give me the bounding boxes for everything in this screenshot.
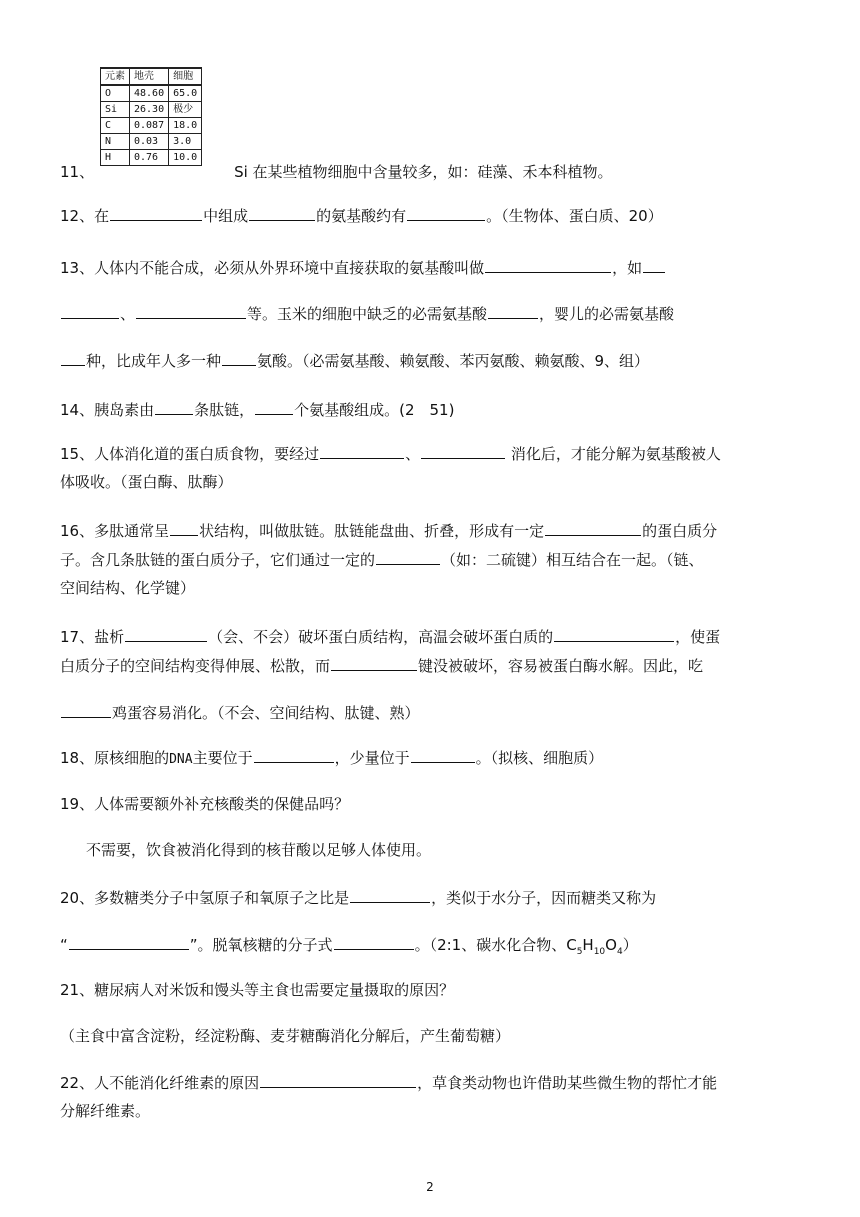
element-content-table [100, 67, 202, 166]
table-row [101, 102, 202, 118]
question-text: 20、多数糖类分子中氢原子和氧原子之比是 [60, 889, 350, 907]
question-19: 19、人体需要额外补充核酸类的保健品吗？ [60, 795, 350, 813]
answer-blank[interactable] [136, 303, 246, 319]
table-header: 细胞 [169, 68, 202, 85]
answer-blank[interactable] [421, 443, 505, 459]
question-text: “ [60, 936, 68, 954]
question-text: H [582, 936, 594, 954]
page-number: 2 [426, 1180, 434, 1194]
answer-blank[interactable] [643, 257, 665, 273]
question-16-line-2 [60, 549, 804, 570]
table-cell: 0.76 [130, 150, 169, 166]
question-text: （如：二硫键）相互结合在一起。（链、 [441, 551, 704, 569]
answer-blank[interactable] [110, 205, 202, 221]
question-text: 种，比成年人多一种 [86, 352, 222, 370]
question-text: 个氨基酸组成。(2 51) [294, 401, 455, 419]
question-text: 中组成 [203, 207, 249, 225]
answer-blank[interactable] [407, 205, 485, 221]
table-cell: 18.0 [169, 118, 202, 134]
table-row [101, 85, 202, 102]
answer-blank[interactable] [545, 520, 641, 536]
answer-blank[interactable] [485, 257, 611, 273]
table-cell: 0.03 [130, 134, 169, 150]
question-15-line-2: 体吸收。（蛋白酶、肽酶） [60, 473, 233, 491]
answer-blank[interactable] [320, 443, 404, 459]
question-text: ） [622, 936, 638, 954]
question-20-line-2 [60, 934, 804, 962]
table-cell: 10.0 [169, 150, 202, 166]
question-17-line-3 [60, 702, 804, 723]
question-13-line-1 [60, 257, 804, 278]
question-text: ，草食类动物也许借助某些微生物的帮忙才能 [417, 1074, 718, 1092]
answer-blank[interactable] [170, 520, 198, 536]
subscript: 10 [593, 947, 606, 957]
table-cell: 0.087 [130, 118, 169, 134]
question-text: 鸡蛋容易消化。（不会、空间结构、肽键、熟） [112, 704, 420, 722]
question-text: 键没被破坏，容易被蛋白酶水解。因此，吃 [418, 657, 704, 675]
question-12 [60, 205, 804, 226]
answer-blank[interactable] [554, 626, 674, 642]
answer-blank[interactable] [334, 934, 414, 950]
question-text: DNA [169, 752, 193, 767]
table-cell: 3.0 [169, 134, 202, 150]
table-cell: O [101, 85, 130, 102]
answer-blank[interactable] [331, 655, 417, 671]
question-text: 子。含几条肽链的蛋白质分子，它们通过一定的 [60, 551, 376, 569]
question-18 [60, 747, 804, 770]
table-header: 地壳 [130, 68, 169, 85]
question-text: 12、在 [60, 207, 110, 225]
question-text: （会、不会）破坏蛋白质结构，高温会破坏蛋白质的 [208, 628, 554, 646]
question-text: 16、多肽通常呈 [60, 522, 170, 540]
question-text: 13、人体内不能合成，必须从外界环境中直接获取的氨基酸叫做 [60, 259, 485, 277]
table-cell: H [101, 150, 130, 166]
answer-blank[interactable] [155, 399, 193, 415]
table-cell: 26.30 [130, 102, 169, 118]
question-text: 的蛋白质分 [642, 522, 718, 540]
question-text: ，如 [612, 259, 643, 277]
question-text: ”。脱氧核糖的分子式 [189, 936, 333, 954]
table-cell: 65.0 [169, 85, 202, 102]
subscript: 5 [576, 947, 583, 957]
question-text: 18、原核细胞的 [60, 749, 170, 767]
answer-blank[interactable] [69, 934, 189, 950]
table-row [101, 118, 202, 134]
table-cell: C [101, 118, 130, 134]
question-text: ，婴儿的必需氨基酸 [539, 305, 675, 323]
table-header: 元素 [101, 68, 130, 85]
answer-blank[interactable] [61, 303, 119, 319]
question-text: 。（2:1、碳水化合物、C [414, 936, 577, 954]
answer-blank[interactable] [222, 350, 256, 366]
question-text: Si 在某些植物细胞中含量较多，如：硅藻、禾本科植物。 [234, 163, 613, 181]
question-13-line-3 [60, 350, 804, 371]
question-text: 消化后，才能分解为氨基酸被人 [506, 445, 721, 463]
table-cell: Si [101, 102, 130, 118]
question-text: 白质分子的空间结构变得伸展、松散，而 [60, 657, 331, 675]
question-text: 氨酸。（必需氨基酸、赖氨酸、苯丙氨酸、赖氨酸、9、组） [257, 352, 650, 370]
table-row [101, 134, 202, 150]
question-text: 、 [405, 445, 421, 463]
answer-blank[interactable] [61, 702, 111, 718]
question-13-line-2 [60, 303, 804, 324]
question-text: 15、人体消化道的蛋白质食物，要经过 [60, 445, 320, 463]
question-15-line-1 [60, 443, 804, 464]
question-text: 的氨基酸约有 [316, 207, 407, 225]
question-20-line-1 [60, 887, 804, 908]
question-22-line-1 [60, 1072, 804, 1093]
question-text: 14、胰岛素由 [60, 401, 155, 419]
question-16-line-3: 空间结构、化学键） [60, 579, 196, 597]
answer-blank[interactable] [411, 747, 475, 763]
question-22-line-2: 分解纤维素。 [60, 1102, 151, 1120]
question-text: 17、盐析 [60, 628, 125, 646]
answer-blank[interactable] [350, 887, 430, 903]
table-cell: N [101, 134, 130, 150]
answer-blank[interactable] [260, 1072, 416, 1088]
answer-blank[interactable] [255, 399, 293, 415]
question-14 [60, 399, 804, 420]
question-text: 条肽链， [194, 401, 255, 419]
question-17-line-1 [60, 626, 804, 647]
table-cell: 48.60 [130, 85, 169, 102]
question-text: 等。玉米的细胞中缺乏的必需氨基酸 [247, 305, 488, 323]
question-text: ，使蛋 [675, 628, 721, 646]
question-text: 状结构，叫做肽链。肽链能盘曲、折叠，形成有一定 [199, 522, 545, 540]
question-11 [60, 162, 804, 182]
table-header-row [101, 68, 202, 85]
subscript: 4 [616, 947, 623, 957]
question-text: 。（生物体、蛋白质、20） [486, 207, 663, 225]
question-text: 22、人不能消化纤维素的原因 [60, 1074, 260, 1092]
question-text: 。（拟核、细胞质） [475, 749, 604, 767]
answer-blank[interactable] [254, 747, 334, 763]
answer-21: （主食中富含淀粉，经淀粉酶、麦芽糖酶消化分解后，产生葡萄糖） [60, 1027, 511, 1045]
answer-blank[interactable] [125, 626, 207, 642]
question-text: ，少量位于 [334, 749, 410, 767]
answer-blank[interactable] [249, 205, 315, 221]
question-text: 主要位于 [192, 749, 253, 767]
answer-blank[interactable] [488, 303, 538, 319]
answer-blank[interactable] [61, 350, 85, 366]
question-16-line-1 [60, 520, 804, 541]
question-number: 11、 [60, 163, 95, 181]
question-text: O [605, 936, 617, 954]
answer-19: 不需要，饮食被消化得到的核苷酸以足够人体使用。 [86, 841, 432, 859]
question-text: ，类似于水分子，因而糖类又称为 [431, 889, 657, 907]
question-text: 、 [120, 305, 136, 323]
answer-blank[interactable] [376, 549, 440, 565]
question-21: 21、糖尿病人对米饭和馒头等主食也需要定量摄取的原因？ [60, 981, 455, 999]
table-cell: 极少 [169, 102, 202, 118]
question-17-line-2 [60, 655, 804, 676]
